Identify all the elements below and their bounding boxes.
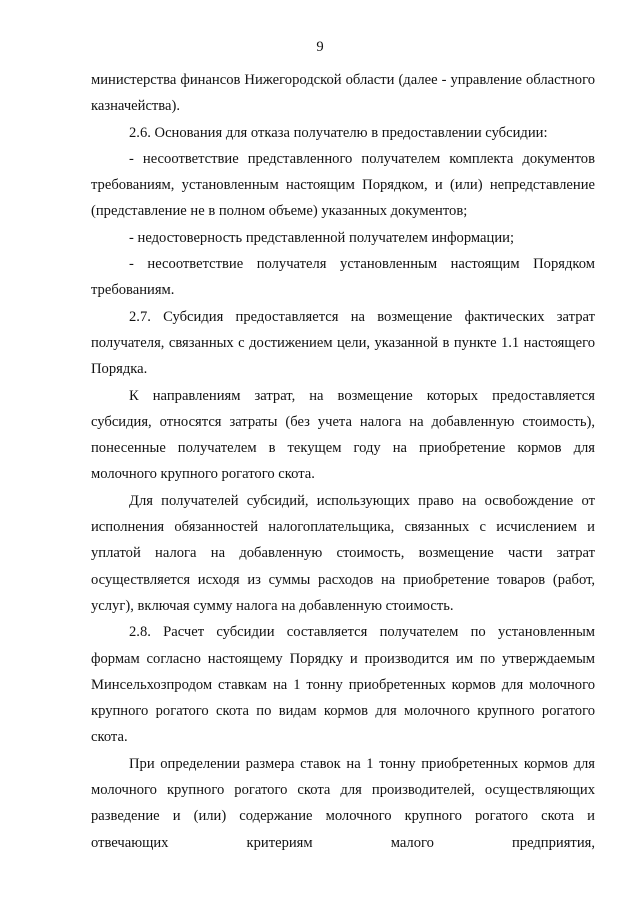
paragraph: министерства финансов Нижегородской области (далее - управление областного казначейства). xyxy=(91,72,595,115)
paragraph: При определении размера ставок на 1 тонну приобретенных кормов для молочного крупного рогатого скота для производителей, осуществляющих разведение и (или) содержание молочного крупного рогатого скота и отвечающих критериям малого предприятия, xyxy=(91,755,595,851)
paragraph: Для получателей субсидий, использующих право на освобождение от исполнения обязанностей налогоплательщика, связанных с исчислением и уплатой налога на добавленную стоимость, возмещение части затрат осуществляется исходя из суммы расходов на приобретение товаров (работ, услуг), включая сумму налога на добавленную стоимость. xyxy=(91,492,595,614)
document-body xyxy=(91,67,595,856)
paragraph: - несоответствие получателя установленным настоящим Порядком требованиям. xyxy=(91,256,595,299)
paragraph: - несоответствие представленного получателем комплекта документов требованиям, установленным настоящим Порядком, и (или) непредставление (представление не в полном объеме) указанных документов; xyxy=(91,150,595,220)
paragraph: - недостоверность представленной получателем информации; xyxy=(129,229,514,246)
paragraph: 2.7. Субсидия предоставляется на возмещение фактических затрат получателя, связанных с достижением цели, указанной в пункте 1.1 настоящего Порядка. xyxy=(91,308,595,378)
page-number: 9 xyxy=(316,39,324,55)
paragraph: К направлениям затрат, на возмещение которых предоставляется субсидия, относятся затраты (без учета налога на добавленную стоимость), понесенные получателем в текущем году на приобретение кормов для молочного крупного рогатого скота. xyxy=(91,387,595,483)
paragraph: 2.6. Основания для отказа получателю в предоставлении субсидии: xyxy=(129,124,548,141)
paragraph: 2.8. Расчет субсидии составляется получателем по установленным формам согласно настоящему Порядку и производится им по утверждаемым Минсельхозпродом ставкам на 1 тонну приобретенных кормов для молочного крупного рогатого скота по видам кормов для молочного крупного рогатого скота. xyxy=(91,624,595,746)
